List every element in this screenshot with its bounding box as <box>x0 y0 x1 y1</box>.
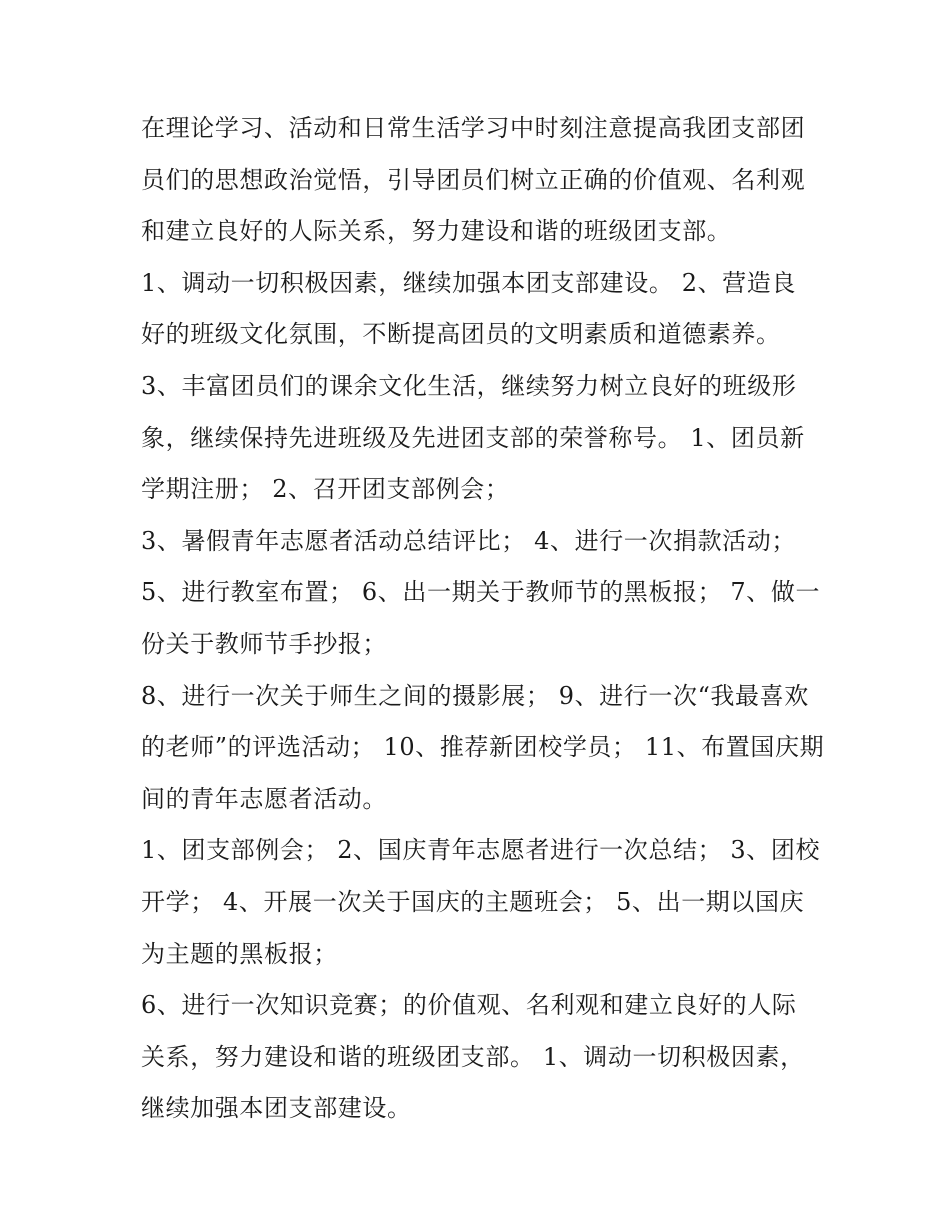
text-line-10: 5、进行教室布置； 6、出一期关于教师节的黑板报； 7、做一 <box>141 578 821 607</box>
text-line-16: 开学； 4、开展一次关于国庆的主题班会； 5、出一期以国庆 <box>141 887 805 916</box>
text-line-14: 间的青年志愿者活动。 <box>141 784 387 813</box>
text-line-5: 好的班级文化氛围，不断提高团员的文明素质和道德素养。 <box>141 320 781 349</box>
text-line-17: 为主题的黑板报； <box>141 939 338 968</box>
document-body <box>141 103 825 1135</box>
text-line-18: 6、进行一次知识竞赛；的价值观、名利观和建立良好的人际 <box>141 991 797 1020</box>
text-line-9: 3、暑假青年志愿者活动总结评比； 4、进行一次捐款活动； <box>141 526 796 555</box>
text-line-19: 关系，努力建设和谐的班级团支部。 1、调动一切积极因素， <box>141 1042 805 1071</box>
text-line-11: 份关于教师节手抄报； <box>141 629 387 658</box>
text-line-4: 1、调动一切积极因素，继续加强本团支部建设。 2、营造良 <box>141 268 796 297</box>
text-line-7: 象，继续保持先进班级及先进团支部的荣誉称号。 1、团员新 <box>141 423 805 452</box>
text-line-3: 和建立良好的人际关系，努力建设和谐的班级团支部。 <box>141 217 732 246</box>
text-line-15: 1、团支部例会； 2、国庆青年志愿者进行一次总结； 3、团校 <box>141 836 821 865</box>
text-line-6: 3、丰富团员们的课余文化生活，继续努力树立良好的班级形 <box>141 371 797 400</box>
text-line-13: 的老师”的评选活动； 10、推荐新团校学员； 11、布置国庆期 <box>141 733 825 762</box>
text-line-1: 在理论学习、活动和日常生活学习中时刻注意提高我团支部团 <box>141 114 806 142</box>
text-line-12: 8、进行一次关于师生之间的摄影展； 9、进行一次“我最喜欢 <box>141 681 809 710</box>
text-line-20: 继续加强本团支部建设。 <box>141 1094 412 1123</box>
text-line-8: 学期注册； 2、召开团支部例会； <box>141 475 510 504</box>
text-line-2: 员们的思想政治觉悟，引导团员们树立正确的价值观、名利观 <box>141 165 806 194</box>
